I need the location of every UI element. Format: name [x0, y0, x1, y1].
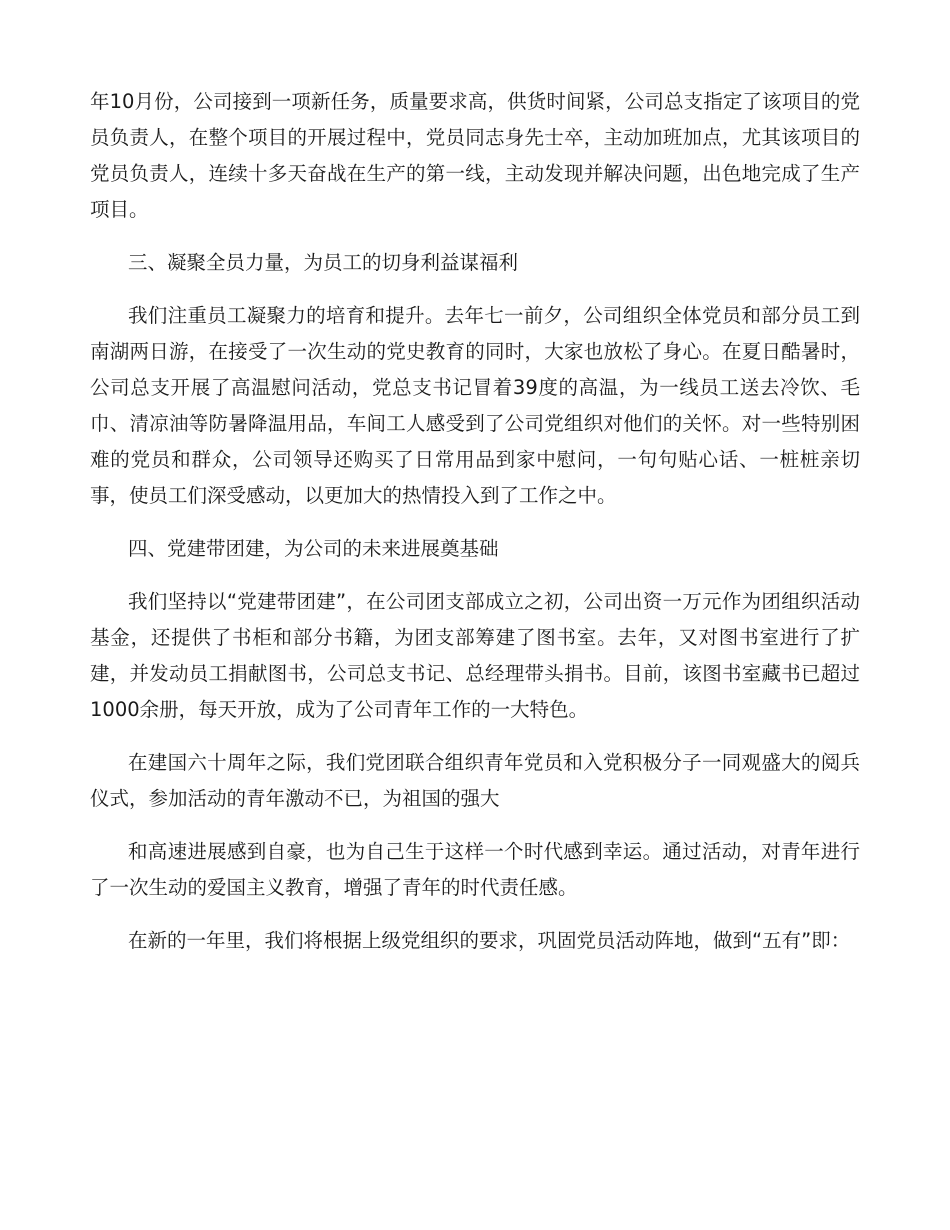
paragraph-library: 我们坚持以“党建带团建”，在公司团支部成立之初，公司出资一万元作为团组织活动基金，还提供了书柜和部分书籍，为团支部筹建了图书室。去年，又对图书室进行了扩建，并发动员工捐献图书，公司总支书记、总经理带头捐书。目前，该图书室藏书已超过1000余册，每天开放，成为了公司青年工作的一大特色。 [90, 590, 860, 721]
section-heading-3: 三、凝聚全员力量，为员工的切身利益谋福利 [128, 251, 519, 274]
paragraph-staff-cohesion: 我们注重员工凝聚力的培育和提升。去年七一前夕，公司组织全体党员和部分员工到南湖两日游，在接受了一次生动的党史教育的同时，大家也放松了身心。在夏日酷暑时，公司总支开展了高温慰问活动，党总支书记冒着39度的高温，为一线员工送去冷饮、毛巾、清凉油等防暑降温用品，车间工人感受到了公司党组织对他们的关怀。对一些特别困难的党员和群众，公司领导还购买了日常用品到家中慰问，一句句贴心话、一桩桩亲切事，使员工们深受感动，以更加大的热情投入到了工作之中。 [90, 304, 860, 507]
paragraph-project-task: 年10月份，公司接到一项新任务，质量要求高，供货时间紧，公司总支指定了该项目的党员负责人，在整个项目的开展过程中，党员同志身先士卒，主动加班加点，尤其该项目的党员负责人，连续十多天奋战在生产的第一线，主动发现并解决问题，出色地完成了生产项目。 [90, 90, 860, 221]
paragraph-parade: 在建国六十周年之际，我们党团联合组织青年党员和入党积极分子一同观盛大的阅兵仪式，参加活动的青年激动不已，为祖国的强大 [90, 751, 860, 810]
paragraph-new-year-plan: 在新的一年里，我们将根据上级党组织的要求，巩固党员活动阵地，做到“五有”即： [128, 929, 851, 952]
document-body [90, 84, 860, 976]
paragraph-patriotic-education: 和高速进展感到自豪，也为自己生于这样一个时代感到幸运。通过活动，对青年进行了一次生动的爱国主义教育，增强了青年的时代责任感。 [90, 840, 860, 899]
section-heading-4: 四、党建带团建，为公司的未来进展奠基础 [128, 537, 499, 560]
